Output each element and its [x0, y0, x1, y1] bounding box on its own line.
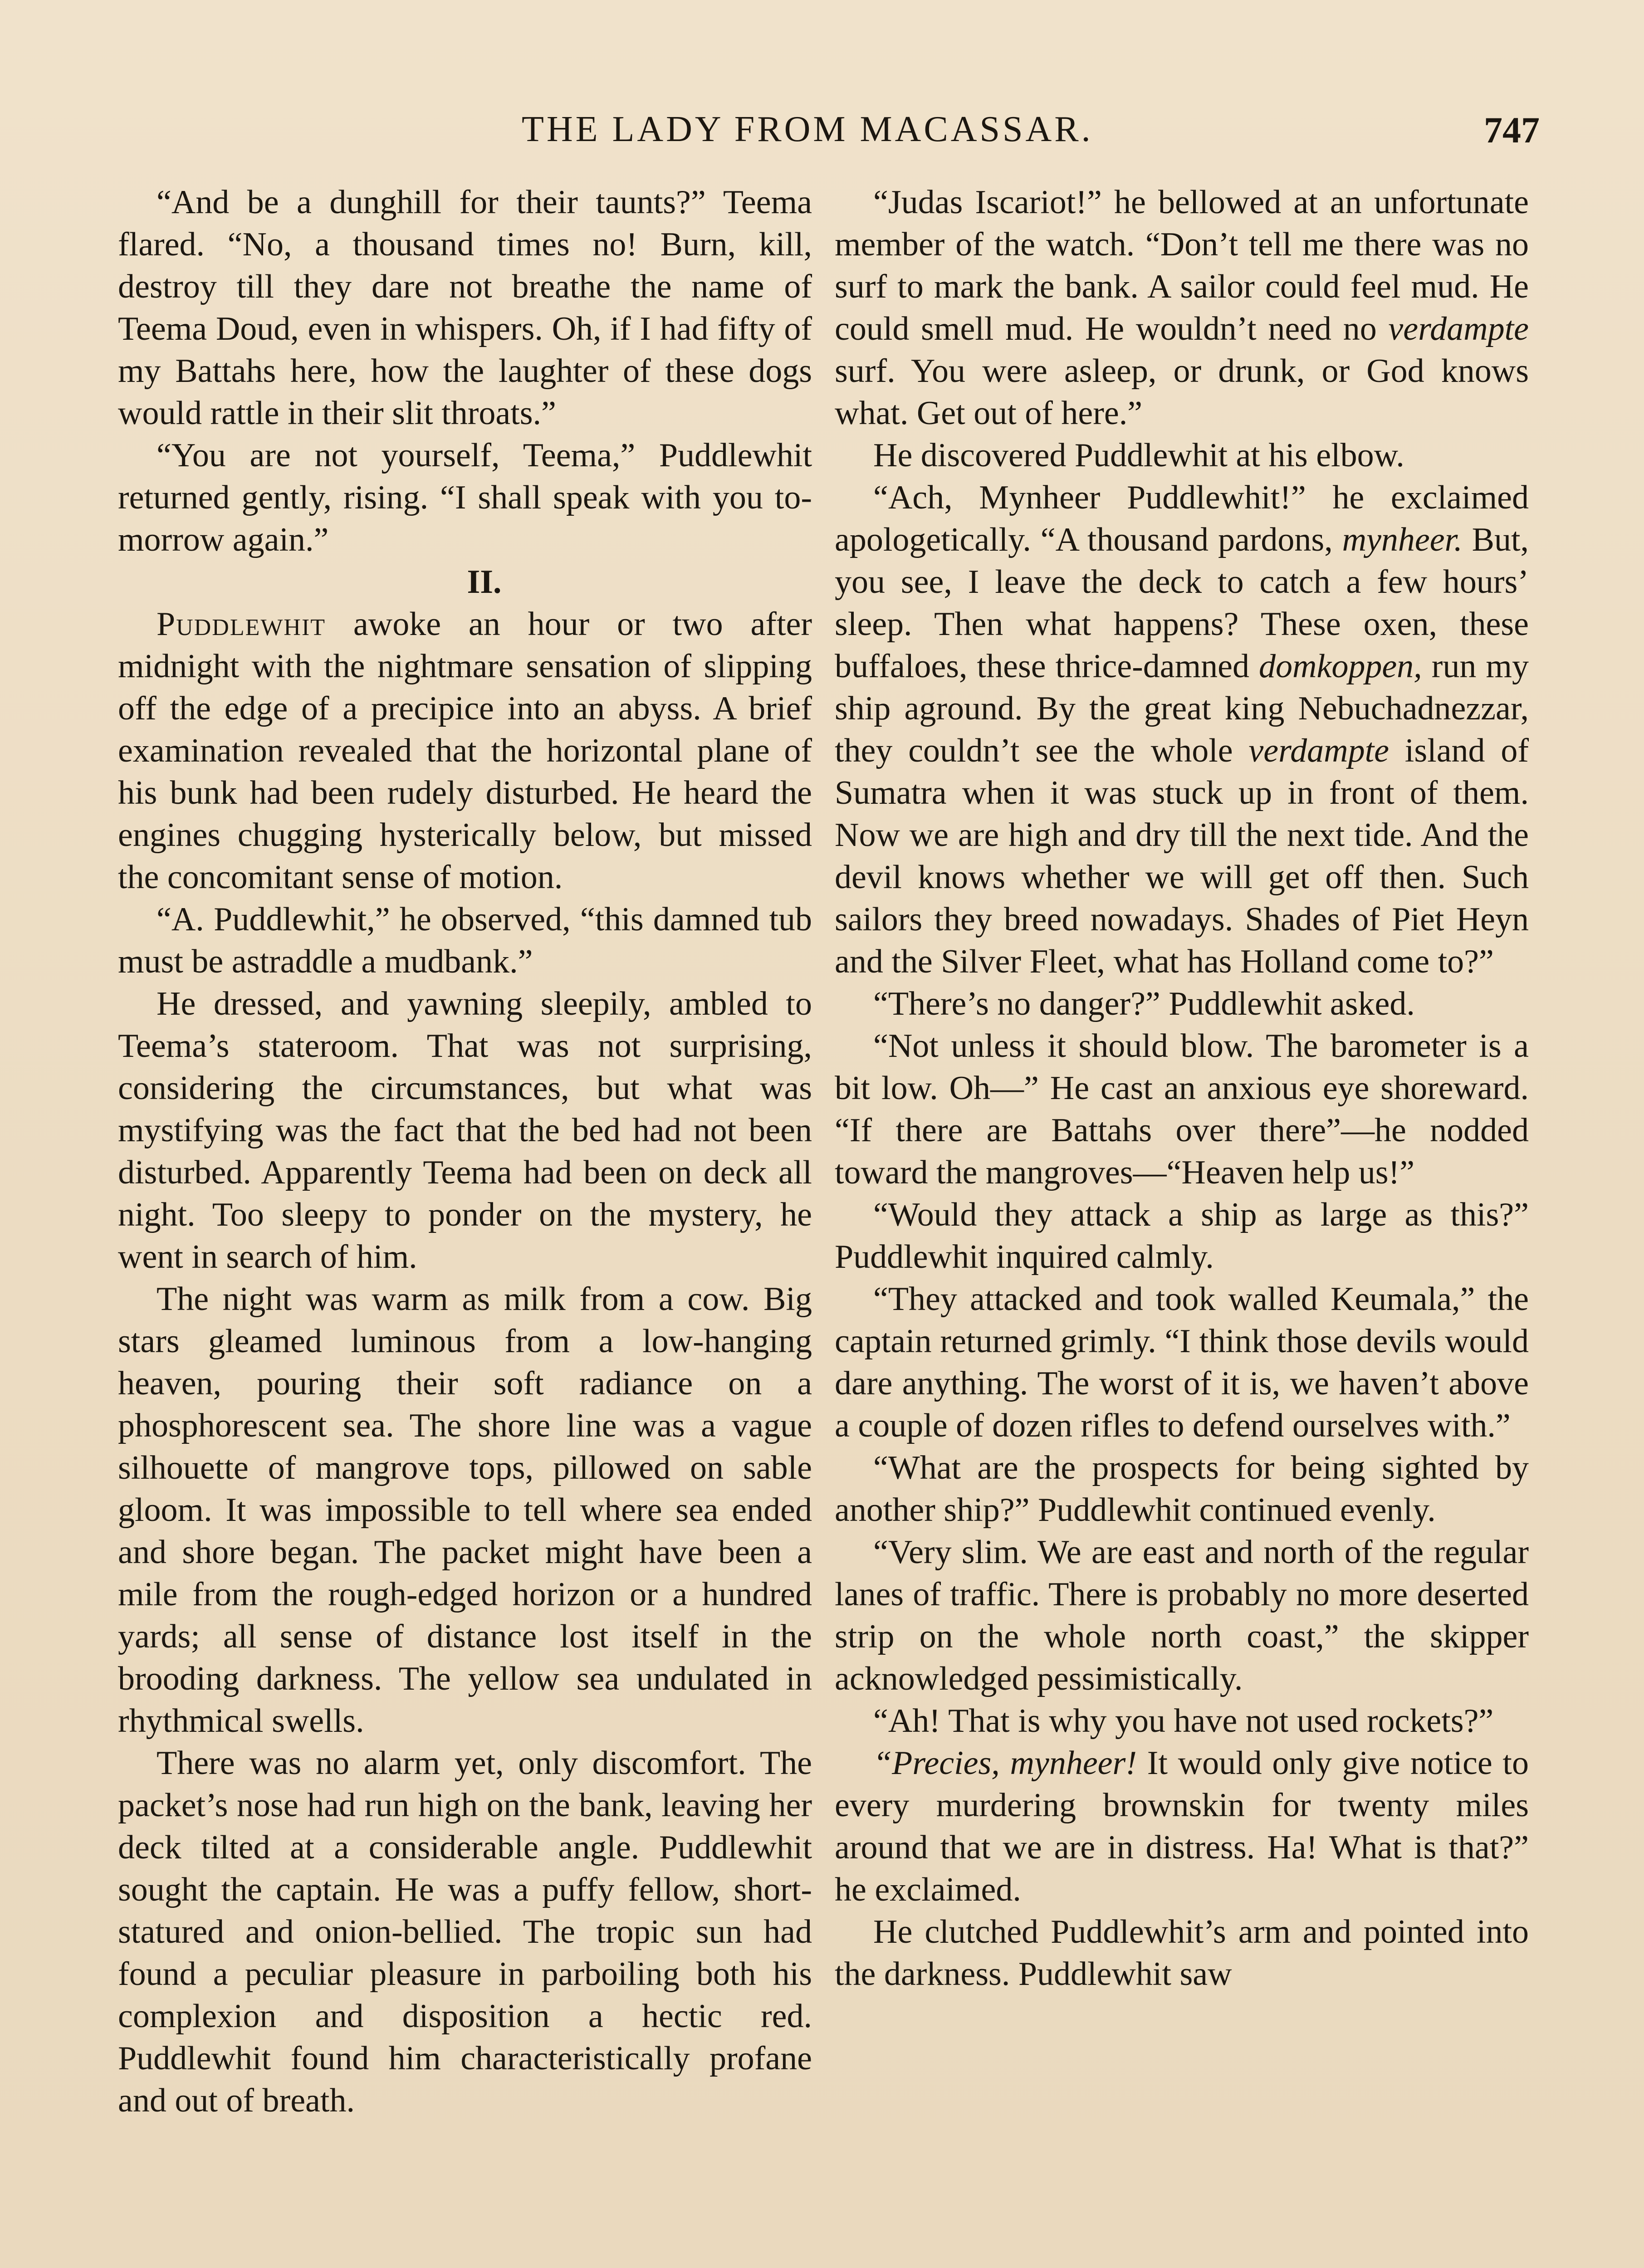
italic-word: verdampte	[1388, 310, 1529, 347]
paragraph: He clutched Puddlewhit’s arm and pointed into the darkness. Puddlewhit saw	[835, 1913, 1529, 1993]
paragraph: “And be a dunghill for their taunts?” Teema flared. “No, a thousand times no! Burn, kill, destroy till they dare not breathe the name of Teema Doud, even in whispers. Oh, if I had fifty of my Battahs here, how the laughter of these dogs would rattle in their slit throats.”	[118, 184, 812, 432]
section-heading: II.	[467, 563, 502, 601]
paragraph: “Ah! That is why you have not used rockets?”	[873, 1702, 1494, 1740]
small-caps-lead: Puddlewhit	[157, 606, 326, 643]
paragraph: “Very slim. We are east and north of the regular lanes of traffic. There is probably no more deserted strip on the whole north coast,” the skipper acknowledged pessimistically.	[835, 1534, 1529, 1697]
text-run: run my ship aground. By the great king Nebuchadnezzar, they couldn’t see the whole	[835, 648, 1529, 769]
paragraph	[835, 477, 1529, 983]
right-column	[835, 181, 1529, 1995]
section-first-paragraph	[118, 603, 812, 899]
running-title: THE LADY FROM MACASSAR.	[522, 109, 1093, 149]
text-run: It would only give notice to every murdering brownskin for twenty miles around that we are in distress. Ha! What is that?” he exclaimed.	[835, 1745, 1529, 1908]
paragraph	[835, 181, 1529, 435]
text-run: “Judas Iscariot!” he bellowed at an unfortunate member of the watch. “Don’t tell me there was no surf to mark the bank. A sailor could feel mud. He could smell mud. He wouldn’t need no	[835, 184, 1529, 347]
text-run: “Ach, Mynheer Puddlewhit!” he exclaimed apologetically. “A thousand pardons,	[835, 479, 1529, 558]
paragraph: “Would they attack a ship as large as this?” Puddlewhit inquired calmly.	[835, 1196, 1529, 1276]
paragraph-text: awoke an hour or two after midnight with the nightmare sensation of slipping off the edge of a precipice into an abyss. A brief examination revealed that the horizontal plane of his bunk had been rudely disturbed. He heard the engines chugging hysterically below, but missed the concomitant sense of motion.	[118, 606, 812, 896]
paragraph: “What are the prospects for being sighted by another ship?” Puddlewhit continued evenly.	[835, 1449, 1529, 1529]
text-run: But, you see, I leave the deck to catch a few hours’ sleep. Then what happens? These oxen, these buffaloes, these thrice-damned	[835, 521, 1529, 685]
page-header	[0, 109, 1644, 163]
text-run: island of Sumatra when it was stuck up in front of them. Now we are high and dry till the next tide. And the devil knows whether we will get off then. Such sailors they breed nowadays. Shades of Piet Heyn and the Silver Fleet, what has Holland come to?”	[835, 732, 1529, 980]
italic-word: domkoppen,	[1259, 648, 1422, 685]
text-run: surf. You were asleep, or drunk, or God knows what. Get out of here.”	[835, 352, 1529, 432]
paragraph: “There’s no danger?” Puddlewhit asked.	[873, 985, 1415, 1022]
paragraph: “You are not yourself, Teema,” Puddlewhit returned gently, rising. “I shall speak with you to-morrow again.”	[118, 437, 812, 558]
paragraph: “Not unless it should blow. The barometer is a bit low. Oh—” He cast an anxious eye shoreward. “If there are Battahs over there”—he nodded toward the mangroves—“Heaven help us!”	[835, 1027, 1529, 1191]
paragraph: He discovered Puddlewhit at his elbow.	[873, 437, 1404, 474]
paragraph: There was no alarm yet, only discomfort. The packet’s nose had run high on the bank, leaving her deck tilted at a considerable angle. Puddlewhit sought the captain. He was a puffy fellow, short-statured and onion-bellied. The tropic sun had found a peculiar pleasure in parboiling both his complexion and disposition a hectic red. Puddlewhit found him characteristically profane and out of breath.	[118, 1745, 812, 2119]
italic-phrase: “Precies, mynheer!	[873, 1745, 1137, 1782]
paragraph: “A. Puddlewhit,” he observed, “this damned tub must be astraddle a mudbank.”	[118, 901, 812, 980]
paragraph: He dressed, and yawning sleepily, ambled to Teema’s stateroom. That was not surprising, considering the circumstances, but what was mystifying was the fact that the bed had not been disturbed. Apparently Teema had been on deck all night. Too sleepy to ponder on the mystery, he went in search of him.	[118, 985, 812, 1276]
paragraph	[835, 1742, 1529, 1911]
page-number: 747	[1484, 109, 1540, 151]
paragraph: The night was warm as milk from a cow. Big stars gleamed luminous from a low-hanging heaven, pouring their soft radiance on a phosphorescent sea. The shore line was a vague silhouette of mangrove tops, pillowed on sable gloom. It was impossible to tell where sea ended and shore began. The packet might have been a mile from the rough-edged horizon or a hundred yards; all sense of distance lost itself in the brooding darkness. The yellow sea undulated in rhythmical swells.	[118, 1281, 812, 1740]
paragraph: “They attacked and took walled Keumala,” the captain returned grimly. “I think those devils would dare anything. The worst of it is, we haven’t above a couple of dozen rifles to defend ourselves with.”	[835, 1281, 1529, 1444]
italic-word: verdampte	[1248, 732, 1389, 769]
left-column	[118, 181, 812, 2122]
italic-word: mynheer.	[1342, 521, 1463, 558]
